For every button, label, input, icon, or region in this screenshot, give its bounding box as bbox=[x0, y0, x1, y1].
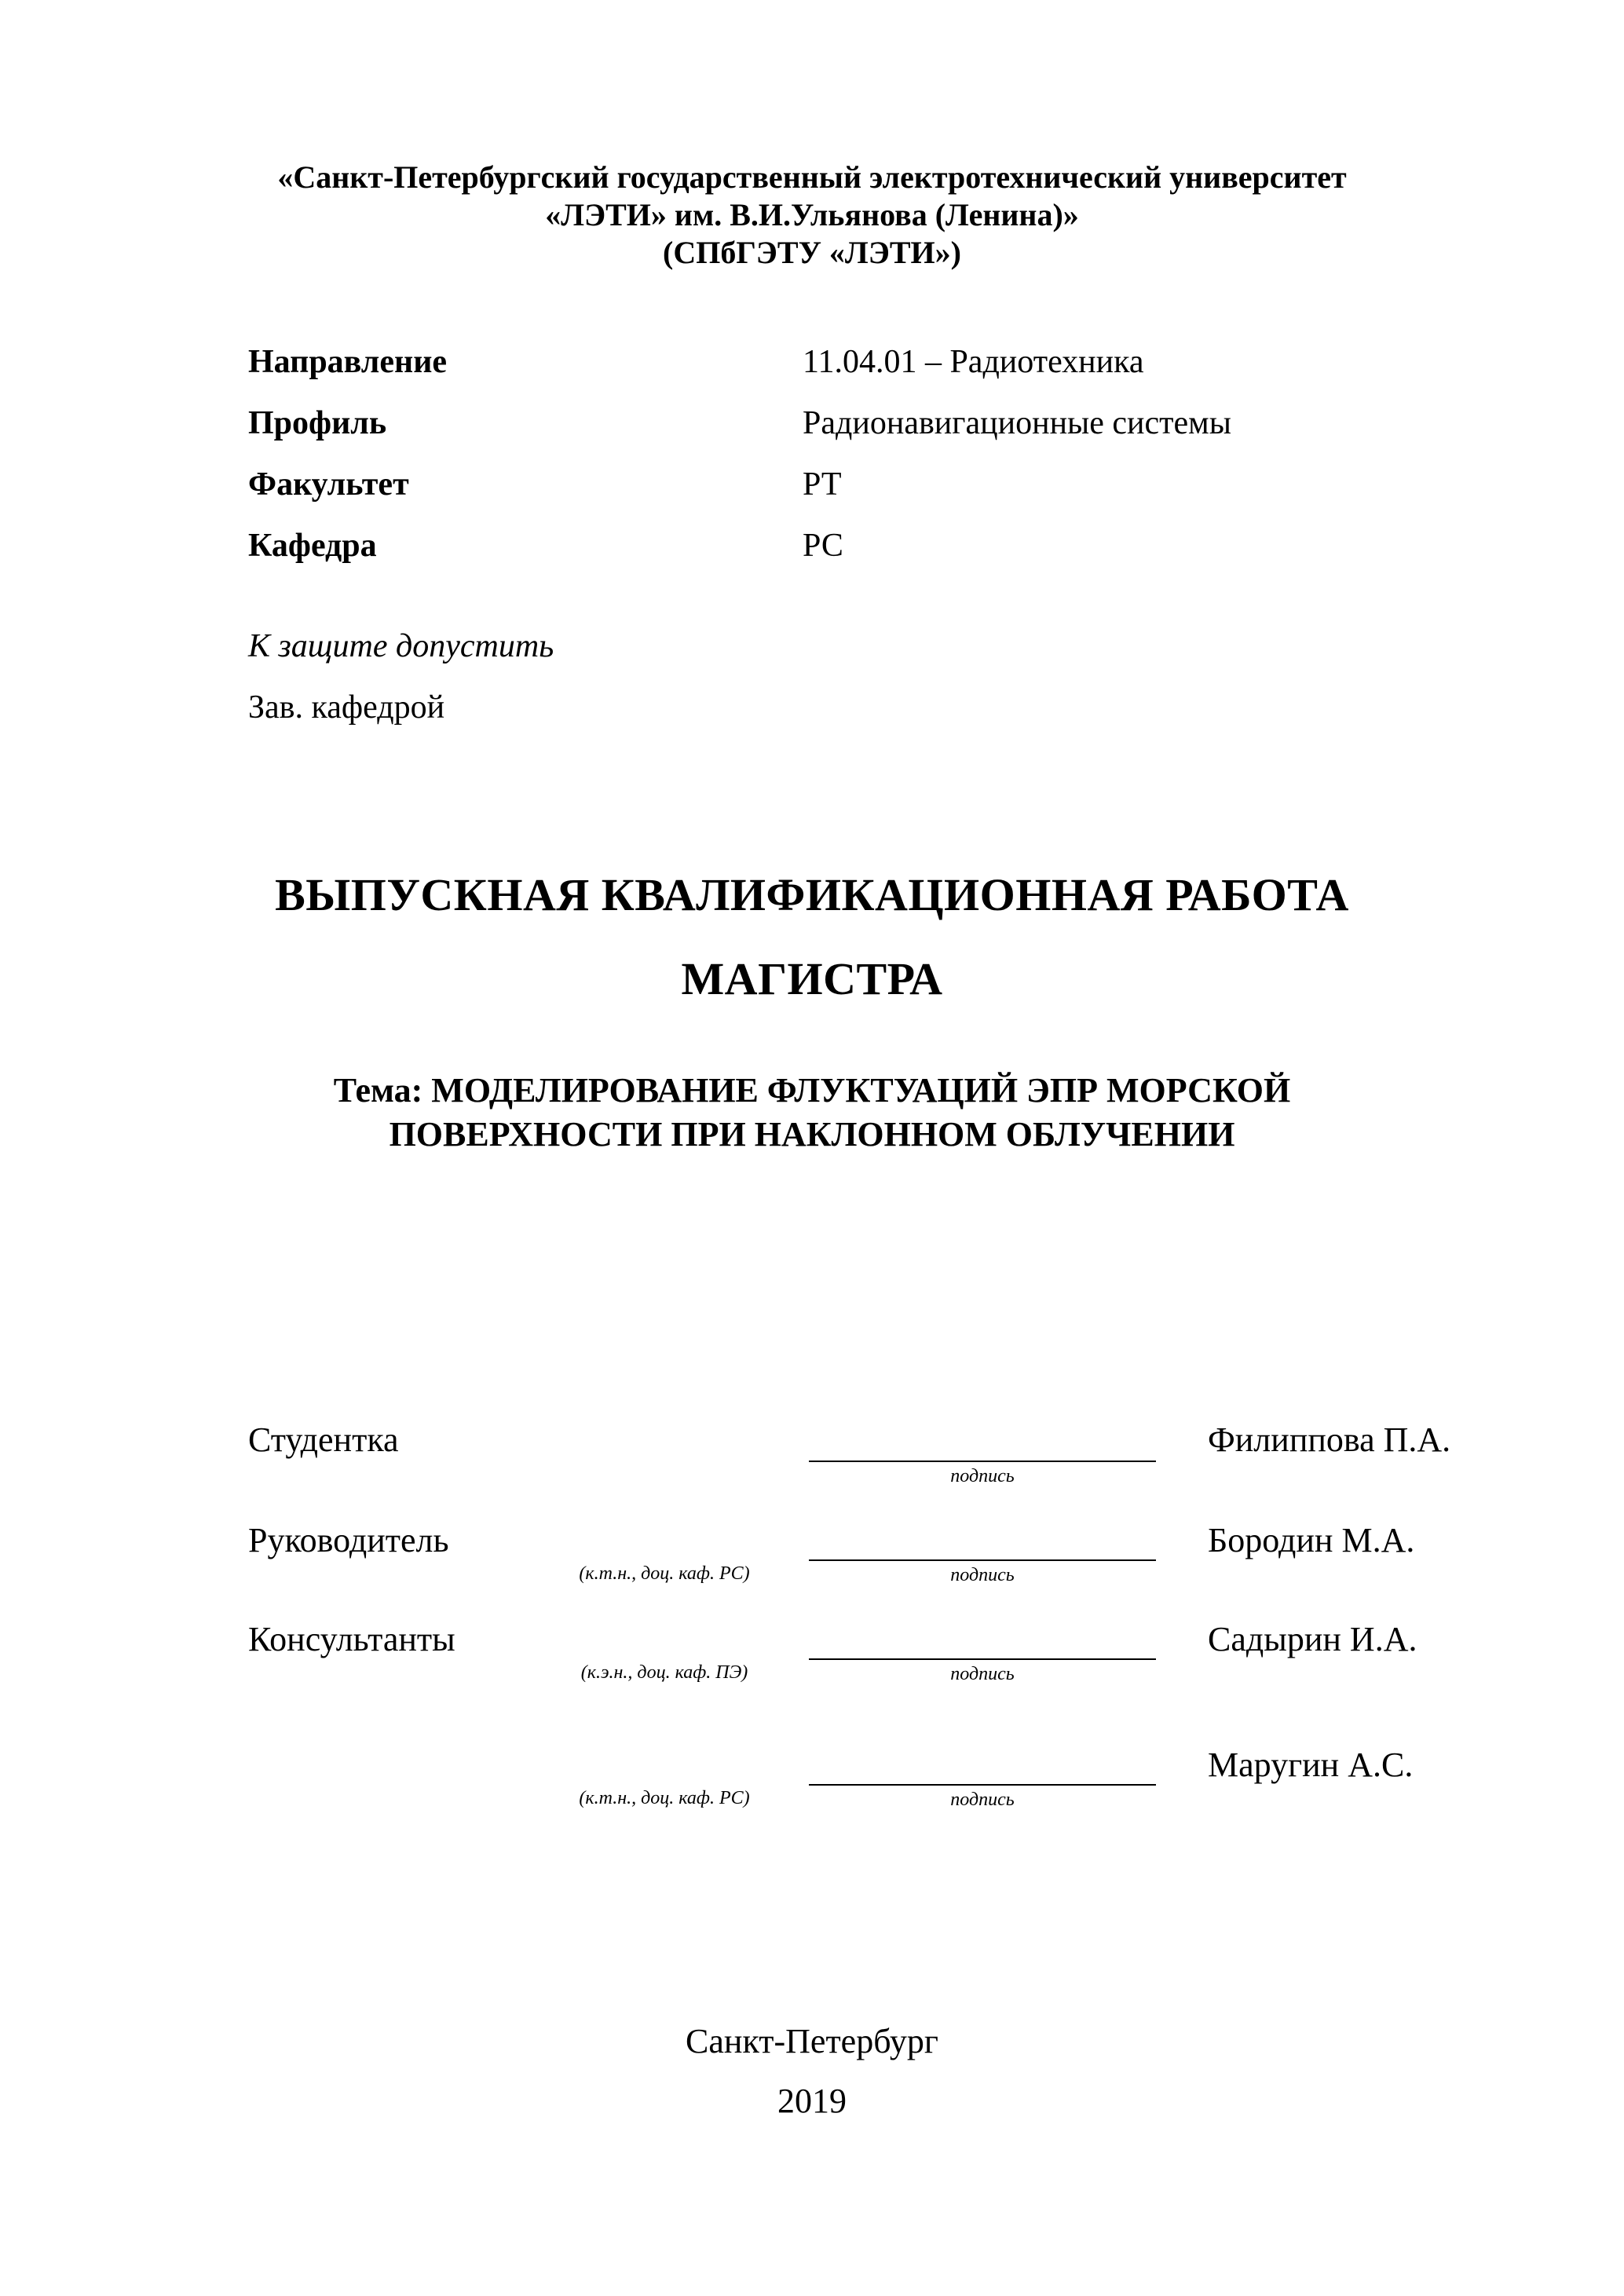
consultants-role: Консультанты bbox=[248, 1620, 455, 1658]
signature-line bbox=[809, 1784, 1156, 1786]
topic-line-1: Тема: МОДЕЛИРОВАНИЕ ФЛУКТУАЦИЙ ЭПР МОРСКОЙ bbox=[333, 1071, 1291, 1110]
direction-label: Направление bbox=[248, 344, 448, 380]
consultant-2-credentials: (к.т.н., доц. каф. РС) bbox=[579, 1788, 750, 1808]
profile-label: Профиль bbox=[248, 405, 387, 441]
year: 2019 bbox=[777, 2082, 847, 2120]
signature-caption: подпись bbox=[950, 1565, 1015, 1585]
profile-value: Радионавигационные системы bbox=[803, 405, 1231, 441]
university-name-line-2: «ЛЭТИ» им. В.И.Ульянова (Ленина)» bbox=[545, 197, 1079, 232]
document-title-line-2: МАГИСТРА bbox=[681, 953, 943, 1004]
university-abbreviation: (СПбГЭТУ «ЛЭТИ») bbox=[663, 235, 961, 270]
topic-line-2: ПОВЕРХНОСТИ ПРИ НАКЛОННОМ ОБЛУЧЕНИИ bbox=[389, 1115, 1235, 1153]
student-role: Студентка bbox=[248, 1420, 399, 1459]
signature-caption: подпись bbox=[950, 1466, 1015, 1486]
signature-line bbox=[809, 1461, 1156, 1462]
direction-value: 11.04.01 – Радиотехника bbox=[803, 344, 1144, 380]
signature-line bbox=[809, 1658, 1156, 1660]
faculty-value: РТ bbox=[803, 466, 842, 503]
signature-caption: подпись bbox=[950, 1790, 1015, 1810]
supervisor-role: Руководитель bbox=[248, 1521, 449, 1559]
signature-line bbox=[809, 1559, 1156, 1561]
consultant-1-credentials: (к.э.н., доц. каф. ПЭ) bbox=[580, 1662, 748, 1683]
admit-to-defense: К защите допустить bbox=[248, 628, 554, 664]
consultant-1-name: Садырин И.А. bbox=[1208, 1620, 1417, 1658]
university-name-line-1: «Санкт-Петербургский государственный электротехнический университет bbox=[277, 159, 1347, 195]
supervisor-credentials: (к.т.н., доц. каф. РС) bbox=[579, 1563, 750, 1584]
signature-caption: подпись bbox=[950, 1664, 1015, 1684]
consultant-2-name: Маругин А.С. bbox=[1208, 1746, 1414, 1784]
document-title-line-1: ВЫПУСКНАЯ КВАЛИФИКАЦИОННАЯ РАБОТА bbox=[275, 869, 1349, 920]
supervisor-name: Бородин М.А. bbox=[1208, 1521, 1415, 1559]
student-name: Филиппова П.А. bbox=[1208, 1420, 1451, 1459]
city: Санкт-Петербург bbox=[686, 2022, 938, 2060]
head-of-department: Зав. кафедрой bbox=[248, 689, 445, 726]
department-value: РС bbox=[803, 528, 843, 564]
department-label: Кафедра bbox=[248, 528, 377, 564]
faculty-label: Факультет bbox=[248, 466, 409, 503]
